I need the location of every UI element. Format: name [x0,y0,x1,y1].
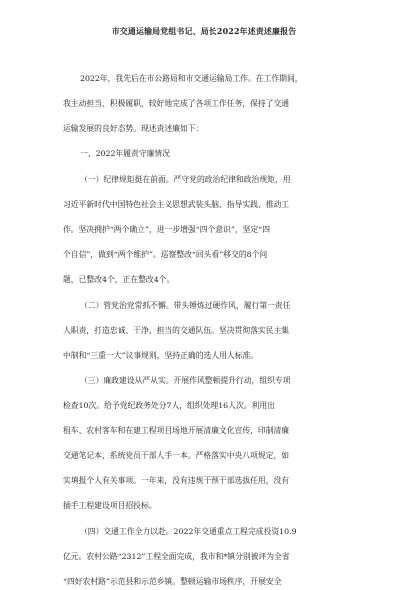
paragraph-line: 个自信”，做到“两个维护”。巡察整改“回头看”移交的8个问 [63,250,268,259]
paragraph-line: 作。坚决拥护“两个确立”，进一步增强“四个意识”，坚定“四 [63,225,271,234]
paragraph-line: 习近平新时代中国特色社会主义思想武装头脑、指导实践、推动工 [63,200,290,209]
paragraph-line: 运输发展的良好态势。现述责述廉如下： [63,124,204,133]
paragraph-line: 中制和“三重一大”议事规则，坚持正确的选人用人标准。 [63,351,259,360]
paragraph-line: 题，已整改4个，正在整改4个。 [63,275,175,284]
document-title: 市交通运输局党组书记、局长2022年述责述廉报告 [111,27,297,36]
paragraph-line: 检查10次。给予党纪政务处分7人，组织处理16人次。利用出 [63,401,275,410]
paragraph-line: 我主动担当、积极履职，较好地完成了各项工作任务，保持了交通 [63,99,290,108]
paragraph-line: 租车、农村客车和在建工程项目场地开展清廉文化宣传，印制清廉 [63,426,290,435]
paragraph-line: （二）管党治党常抓不懈。带头锤炼过硬作风，履行第一责任 [80,301,291,310]
paragraph-line: 人职责，打造忠诚、干净、担当的交通队伍。坚决贯彻落实民主集 [63,326,290,335]
paragraph-line: （一）纪律规矩挺在前面。严守党的政治纪律和政治规矩，用 [80,175,291,184]
paragraph-line: （三）廉政建设从严从实。开展作风整顿提升行动，组织专项 [80,376,291,385]
paragraph-line: （四）交通工作全力以赴。2022年交通重点工程完成投资10.9 [80,527,297,536]
paragraph-line: “四好农村路”示范县和示范乡镇。整顿运输市场秩序，开展安全 [63,577,282,586]
section-heading: 一、2022年履责守廉情况 [80,149,171,158]
paragraph-line: 实填报个人有关事项。一年来，没有违规干预干部选拔任用，没有 [63,476,290,485]
paragraph-line: 亿元。农村公路“2312”工程全面完成，我市和*镇分别被评为全省 [63,552,290,561]
paragraph-line: 交通笔记本，系统党员干部人手一本。严格落实中央八项规定，如 [63,451,290,460]
paragraph-line: 插手工程建设项目招投标。 [63,501,157,510]
paragraph-line: 2022年，我先后在市公路局和市交通运输局工作。在工作期间， [80,74,303,83]
